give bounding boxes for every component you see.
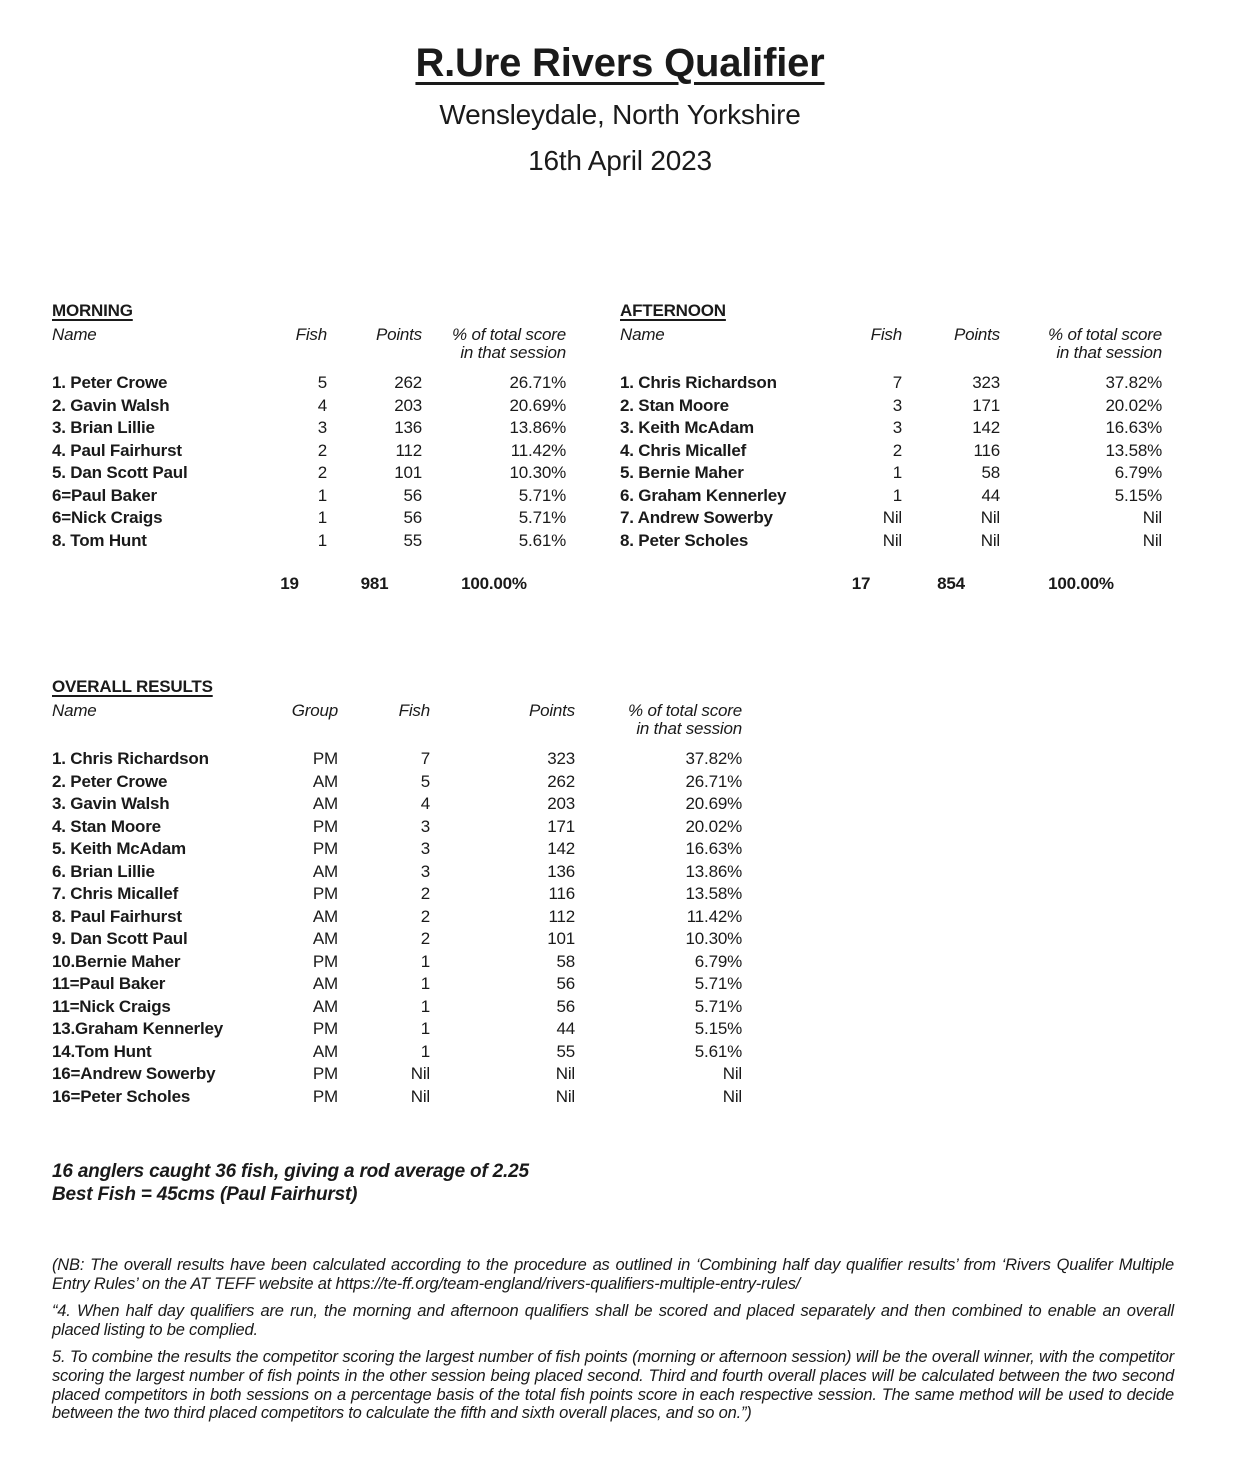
points-cell: 56 bbox=[403, 508, 422, 527]
points-cell: 136 bbox=[394, 418, 422, 437]
table-row bbox=[620, 507, 1162, 530]
fish-cell: 3 bbox=[420, 816, 430, 836]
group-cell: PM bbox=[312, 839, 338, 858]
name-cell: 5. Keith McAdam bbox=[52, 839, 186, 858]
group-cell: AM bbox=[312, 1041, 338, 1061]
points-cell: Nil bbox=[555, 1086, 575, 1106]
table-row bbox=[52, 928, 742, 951]
col-header-fish: Fish bbox=[295, 325, 327, 344]
points-cell: 116 bbox=[973, 440, 1000, 460]
fish-cell: 7 bbox=[892, 373, 902, 392]
fish-cell: 3 bbox=[892, 395, 902, 415]
fish-cell: 2 bbox=[317, 440, 327, 460]
points-cell: 116 bbox=[548, 884, 575, 903]
pct-cell: 5.61% bbox=[518, 530, 566, 550]
fish-cell: 3 bbox=[317, 418, 327, 437]
pct-cell: 10.30% bbox=[509, 463, 566, 482]
afternoon-header-row bbox=[620, 326, 1162, 362]
col-header-points: Points bbox=[375, 325, 422, 344]
name-cell: 9. Dan Scott Paul bbox=[52, 929, 188, 948]
name-cell: 7. Andrew Sowerby bbox=[620, 508, 773, 527]
name-cell: 1. Chris Richardson bbox=[52, 749, 209, 768]
table-row bbox=[620, 372, 1162, 395]
name-cell: 4. Paul Fairhurst bbox=[52, 440, 182, 460]
table-row bbox=[52, 1041, 742, 1064]
points-cell: 323 bbox=[547, 749, 575, 768]
points-cell: 58 bbox=[981, 463, 1000, 482]
points-cell: 262 bbox=[394, 373, 422, 392]
total-points: 981 bbox=[360, 574, 389, 593]
name-cell: 7. Chris Micallef bbox=[52, 884, 179, 903]
points-cell: 142 bbox=[972, 418, 1000, 437]
pct-cell: 11.42% bbox=[510, 440, 566, 460]
pct-cell: 26.71% bbox=[685, 771, 742, 791]
name-cell: 16=Peter Scholes bbox=[52, 1086, 191, 1106]
fish-cell: 5 bbox=[420, 771, 430, 791]
table-row bbox=[52, 771, 742, 794]
fish-cell: 1 bbox=[420, 1019, 430, 1038]
group-cell: AM bbox=[312, 861, 338, 881]
overall-results-table bbox=[52, 676, 742, 1108]
fish-cell: 1 bbox=[317, 485, 327, 505]
name-cell: 4. Stan Moore bbox=[52, 816, 161, 836]
pct-cell: 20.02% bbox=[685, 816, 742, 836]
fish-cell: 1 bbox=[892, 463, 902, 482]
table-row bbox=[52, 996, 742, 1019]
table-row bbox=[52, 861, 742, 884]
name-cell: 5. Dan Scott Paul bbox=[52, 463, 188, 482]
points-cell: Nil bbox=[980, 530, 1000, 550]
fish-cell: 7 bbox=[420, 749, 430, 768]
morning-totals-row bbox=[52, 573, 566, 596]
document-header bbox=[0, 0, 1240, 178]
page-title: R.Ure Rivers Qualifier bbox=[415, 41, 825, 85]
fish-cell: Nil bbox=[410, 1086, 430, 1106]
col-header-points: Points bbox=[528, 701, 575, 720]
name-cell: 6. Graham Kennerley bbox=[620, 485, 787, 505]
col-header-points: Points bbox=[953, 325, 1000, 344]
points-cell: 58 bbox=[556, 951, 575, 971]
points-cell: 101 bbox=[394, 463, 422, 482]
group-cell: AM bbox=[312, 974, 338, 993]
fish-cell: 2 bbox=[420, 929, 430, 948]
col-header-fish: Fish bbox=[870, 325, 902, 344]
group-cell: PM bbox=[312, 884, 338, 903]
morning-results-table bbox=[52, 300, 566, 596]
pct-cell: Nil bbox=[1142, 530, 1162, 550]
fish-cell: 3 bbox=[420, 861, 430, 881]
name-cell: 5. Bernie Maher bbox=[620, 463, 744, 482]
name-cell: 6=Paul Baker bbox=[52, 485, 157, 505]
fish-cell: 3 bbox=[892, 418, 902, 437]
name-cell: 8. Peter Scholes bbox=[620, 530, 749, 550]
table-row bbox=[52, 1086, 742, 1109]
col-header-pct: % of total score in that session bbox=[628, 701, 742, 738]
fish-cell: 2 bbox=[892, 440, 902, 460]
group-cell: AM bbox=[312, 906, 338, 926]
morning-header-row bbox=[52, 326, 566, 362]
fish-cell: 1 bbox=[420, 1041, 430, 1061]
points-cell: 112 bbox=[395, 440, 422, 460]
pct-cell: Nil bbox=[1142, 508, 1162, 527]
name-cell: 3. Gavin Walsh bbox=[52, 794, 170, 813]
table-row bbox=[52, 417, 566, 440]
afternoon-totals-row bbox=[620, 573, 1162, 596]
name-cell: 11=Paul Baker bbox=[52, 974, 166, 993]
total-pct: 100.00% bbox=[1048, 574, 1114, 593]
points-cell: 56 bbox=[403, 485, 422, 505]
pct-cell: 5.15% bbox=[694, 1019, 742, 1038]
overall-rows bbox=[52, 748, 742, 1108]
fish-cell: 3 bbox=[420, 839, 430, 858]
fish-cell: Nil bbox=[882, 530, 902, 550]
pct-cell: 16.63% bbox=[685, 839, 742, 858]
pct-cell: Nil bbox=[722, 1064, 742, 1083]
fish-cell: 1 bbox=[420, 996, 430, 1016]
name-cell: 2. Gavin Walsh bbox=[52, 395, 170, 415]
points-cell: 56 bbox=[556, 974, 575, 993]
event-location: Wensleydale, North Yorkshire bbox=[439, 99, 801, 130]
fish-cell: Nil bbox=[410, 1064, 430, 1083]
note-rule-4: “4. When half day qualifiers are run, the morning and afternoon qualifiers shall be scored and placed separately and then combined to enable an overall placed listing to be complied. bbox=[52, 1302, 1174, 1339]
name-cell: 13.Graham Kennerley bbox=[52, 1019, 224, 1038]
afternoon-rows bbox=[620, 372, 1162, 552]
pct-cell: 37.82% bbox=[685, 749, 742, 768]
group-cell: AM bbox=[312, 771, 338, 791]
table-row bbox=[620, 462, 1162, 485]
name-cell: 3. Brian Lillie bbox=[52, 418, 155, 437]
name-cell: 6=Nick Craigs bbox=[52, 508, 163, 527]
points-cell: 55 bbox=[403, 530, 422, 550]
fish-cell: 1 bbox=[420, 974, 430, 993]
points-cell: 171 bbox=[547, 816, 575, 836]
table-row bbox=[52, 1018, 742, 1041]
fish-cell: 4 bbox=[317, 395, 327, 415]
pct-cell: 13.58% bbox=[1105, 440, 1162, 460]
name-cell: 3. Keith McAdam bbox=[620, 418, 754, 437]
name-cell: 1. Peter Crowe bbox=[52, 373, 168, 392]
pct-cell: 5.71% bbox=[518, 508, 566, 527]
table-row bbox=[52, 973, 742, 996]
points-cell: 203 bbox=[547, 794, 575, 813]
col-header-name: Name bbox=[620, 325, 665, 344]
pct-cell: 20.69% bbox=[509, 395, 566, 415]
points-cell: 203 bbox=[394, 395, 422, 415]
pct-cell: 20.02% bbox=[1105, 395, 1162, 415]
pct-cell: 5.71% bbox=[694, 974, 742, 993]
group-cell: PM bbox=[312, 816, 338, 836]
table-row bbox=[52, 748, 742, 771]
pct-cell: 13.58% bbox=[685, 884, 742, 903]
col-header-pct: % of total score in that session bbox=[1048, 325, 1162, 362]
morning-rows bbox=[52, 372, 566, 552]
points-cell: 44 bbox=[556, 1019, 575, 1038]
table-row bbox=[52, 507, 566, 530]
table-row bbox=[620, 485, 1162, 508]
pct-cell: 20.69% bbox=[685, 794, 742, 813]
group-cell: AM bbox=[312, 794, 338, 813]
table-row bbox=[52, 462, 566, 485]
pct-cell: 37.82% bbox=[1105, 373, 1162, 392]
fish-cell: 4 bbox=[420, 794, 430, 813]
group-cell: PM bbox=[312, 749, 338, 768]
fish-cell: Nil bbox=[882, 508, 902, 527]
table-row bbox=[52, 951, 742, 974]
catch-summary bbox=[52, 1160, 529, 1206]
name-cell: 6. Brian Lillie bbox=[52, 861, 155, 881]
group-cell: AM bbox=[312, 996, 338, 1016]
name-cell: 1. Chris Richardson bbox=[620, 373, 777, 392]
table-row bbox=[620, 440, 1162, 463]
pct-cell: 13.86% bbox=[509, 418, 566, 437]
points-cell: 112 bbox=[548, 906, 575, 926]
points-cell: 142 bbox=[547, 839, 575, 858]
pct-cell: 13.86% bbox=[685, 861, 742, 881]
table-row bbox=[52, 372, 566, 395]
group-cell: PM bbox=[312, 1019, 338, 1038]
name-cell: 8. Tom Hunt bbox=[52, 530, 147, 550]
points-cell: 56 bbox=[556, 996, 575, 1016]
table-row bbox=[620, 417, 1162, 440]
afternoon-results-table bbox=[620, 300, 1162, 596]
table-row bbox=[52, 440, 566, 463]
fish-cell: 1 bbox=[420, 951, 430, 971]
event-date: 16th April 2023 bbox=[528, 145, 712, 176]
total-points: 854 bbox=[937, 574, 965, 593]
pct-cell: 6.79% bbox=[694, 951, 742, 971]
pct-cell: 5.15% bbox=[1114, 485, 1162, 505]
best-fish-line: Best Fish = 45cms (Paul Fairhurst) bbox=[52, 1184, 358, 1205]
pct-cell: 5.71% bbox=[694, 996, 742, 1016]
pct-cell: Nil bbox=[722, 1086, 742, 1106]
table-row bbox=[52, 1063, 742, 1086]
col-header-fish: Fish bbox=[398, 701, 430, 720]
rod-average-line: 16 anglers caught 36 fish, giving a rod average of 2.25 bbox=[52, 1161, 529, 1182]
points-cell: 44 bbox=[981, 485, 1000, 505]
total-fish: 19 bbox=[280, 574, 299, 593]
afternoon-heading: AFTERNOON bbox=[620, 301, 726, 320]
name-cell: 2. Peter Crowe bbox=[52, 771, 168, 791]
morning-heading: MORNING bbox=[52, 301, 133, 320]
note-rule-5: 5. To combine the results the competitor scoring the largest number of fish points (morning or afternoon session) will be the overall winner, with the competitor scoring the largest number of fish points in the other session being placed second. Third and fourth overall places will be calculated between the two second placed competitors in both sessions on a percentage basis of the total fish points score in each respective session. The same method will be used to decide between the two third placed competitors to calculate the fifth and sixth overall places, and so on.”) bbox=[52, 1348, 1174, 1423]
group-cell: PM bbox=[312, 1086, 338, 1106]
pct-cell: 10.30% bbox=[685, 929, 742, 948]
points-cell: 101 bbox=[547, 929, 575, 948]
table-row bbox=[52, 816, 742, 839]
table-row bbox=[52, 793, 742, 816]
pct-cell: 6.79% bbox=[1114, 463, 1162, 482]
table-row bbox=[52, 530, 566, 553]
table-row bbox=[52, 395, 566, 418]
pct-cell: 16.63% bbox=[1105, 418, 1162, 437]
group-cell: PM bbox=[312, 1064, 338, 1083]
points-cell: Nil bbox=[980, 508, 1000, 527]
fish-cell: 1 bbox=[892, 485, 902, 505]
points-cell: 323 bbox=[972, 373, 1000, 392]
fish-cell: 2 bbox=[420, 906, 430, 926]
name-cell: 16=Andrew Sowerby bbox=[52, 1064, 216, 1083]
fish-cell: 5 bbox=[317, 373, 327, 392]
rules-notes bbox=[52, 1256, 1174, 1423]
name-cell: 8. Paul Fairhurst bbox=[52, 906, 182, 926]
pct-cell: 5.71% bbox=[518, 485, 566, 505]
fish-cell: 1 bbox=[317, 508, 327, 527]
note-nb: (NB: The overall results have been calculated according to the procedure as outlined in ‘Combining half day qualifier results’ from ‘Rivers Qualifer Multiple Entry Rules’ on the AT TEFF website at https://te-ff.org/team-england/rivers-qualifiers-multiple-entry-rules/ bbox=[52, 1256, 1174, 1293]
total-pct: 100.00% bbox=[461, 574, 527, 593]
fish-cell: 1 bbox=[317, 530, 327, 550]
points-cell: 136 bbox=[547, 861, 575, 881]
name-cell: 11=Nick Craigs bbox=[52, 996, 171, 1016]
group-cell: AM bbox=[312, 929, 338, 948]
points-cell: Nil bbox=[555, 1064, 575, 1083]
col-header-name: Name bbox=[52, 701, 97, 720]
points-cell: 171 bbox=[972, 395, 1000, 415]
pct-cell: 5.61% bbox=[694, 1041, 742, 1061]
fish-cell: 2 bbox=[420, 884, 430, 903]
table-row bbox=[620, 395, 1162, 418]
pct-cell: 26.71% bbox=[509, 373, 566, 392]
overall-heading: OVERALL RESULTS bbox=[52, 677, 213, 696]
col-header-name: Name bbox=[52, 325, 97, 344]
points-cell: 262 bbox=[547, 771, 575, 791]
table-row bbox=[52, 485, 566, 508]
name-cell: 4. Chris Micallef bbox=[620, 440, 747, 460]
group-cell: PM bbox=[312, 951, 338, 971]
pct-cell: 11.42% bbox=[686, 906, 742, 926]
overall-header-row bbox=[52, 702, 742, 738]
name-cell: 14.Tom Hunt bbox=[52, 1041, 152, 1061]
col-header-pct: % of total score in that session bbox=[452, 325, 566, 362]
fish-cell: 2 bbox=[317, 463, 327, 482]
name-cell: 2. Stan Moore bbox=[620, 395, 729, 415]
table-row bbox=[620, 530, 1162, 553]
total-fish: 17 bbox=[851, 574, 871, 593]
table-row bbox=[52, 883, 742, 906]
col-header-group: Group bbox=[291, 701, 338, 720]
name-cell: 10.Bernie Maher bbox=[52, 951, 181, 971]
table-row bbox=[52, 838, 742, 861]
table-row bbox=[52, 906, 742, 929]
points-cell: 55 bbox=[556, 1041, 575, 1061]
